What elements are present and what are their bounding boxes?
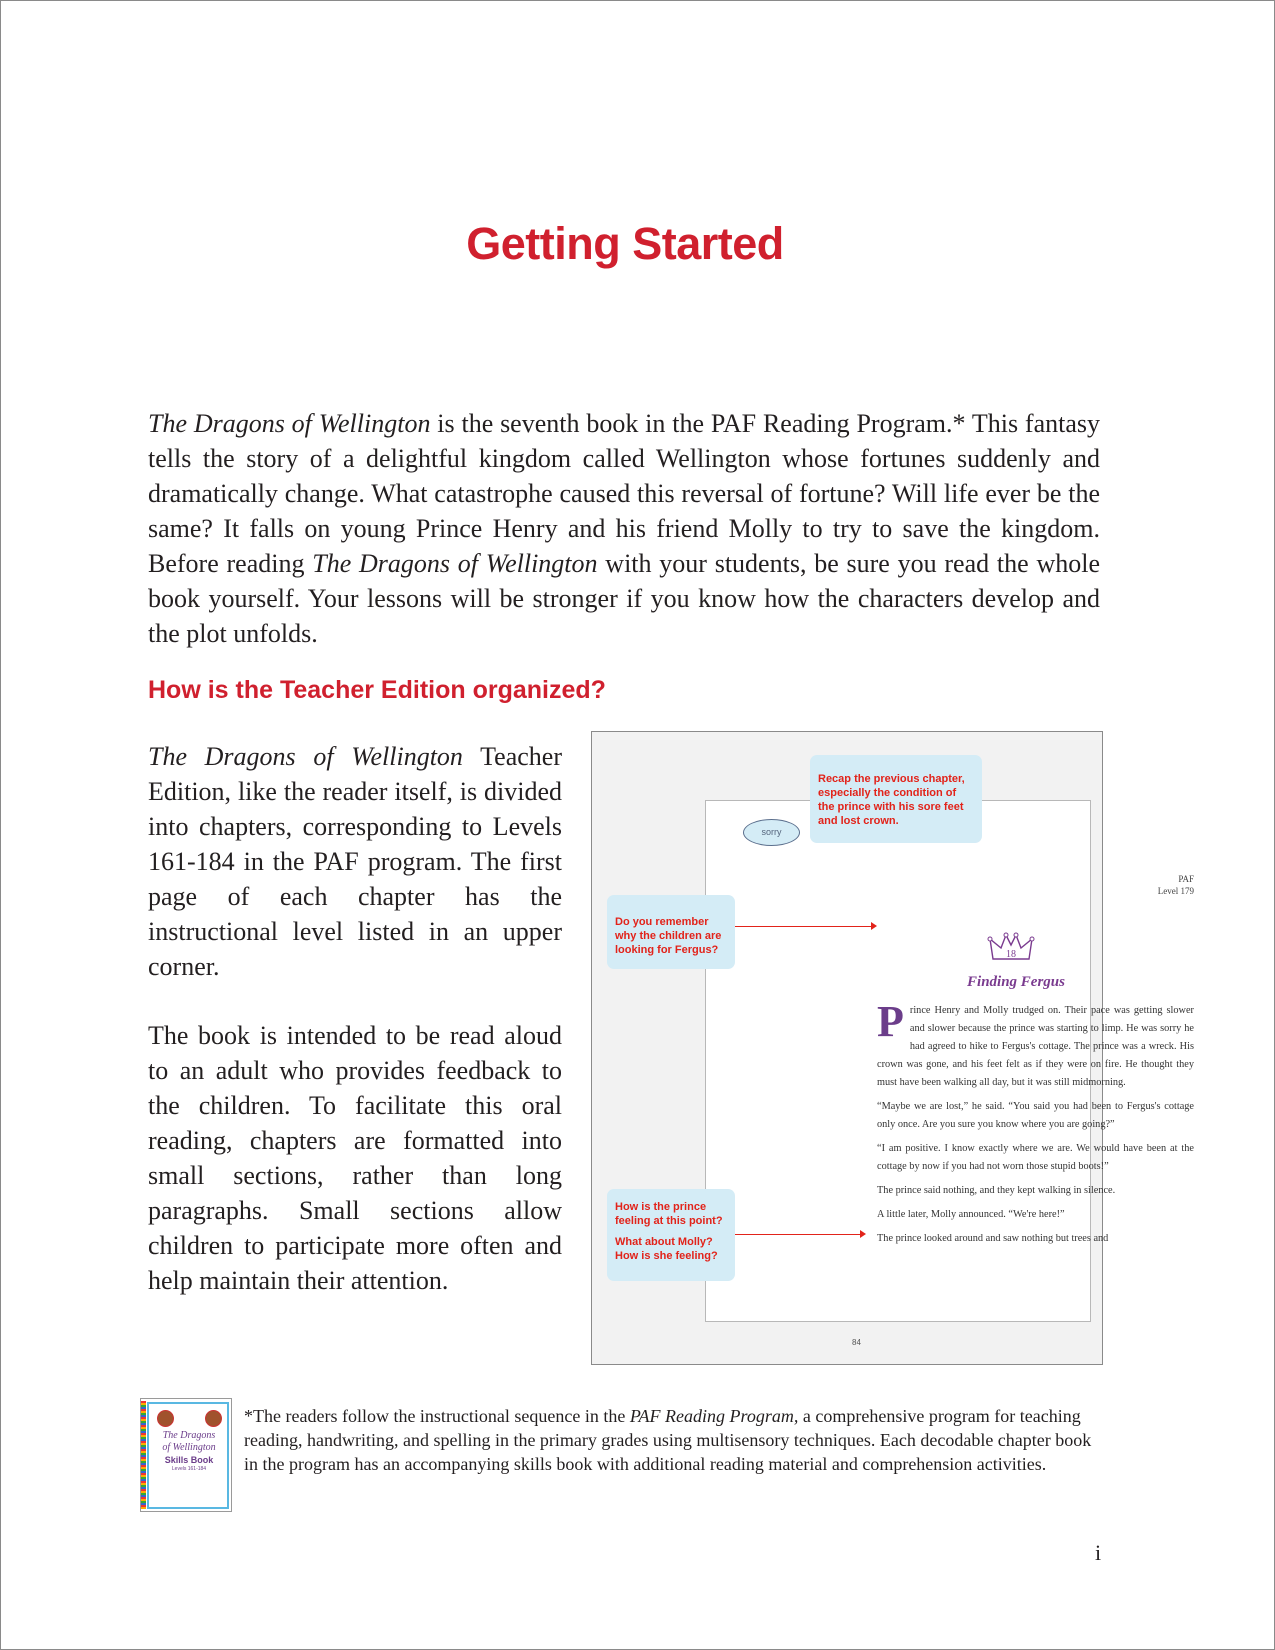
story-paragraph: A little later, Molly announced. “We're here!” [877, 1209, 1065, 1220]
chapter-title: Finding Fergus [967, 974, 1065, 990]
vocabulary-bubble: sorry [743, 819, 800, 846]
sample-page-figure [591, 731, 1194, 1365]
story-text [877, 997, 1194, 1254]
character-portraits [157, 1410, 227, 1430]
callout-feelings [607, 1189, 735, 1281]
skills-book-cover [147, 1402, 229, 1509]
crown-icon [987, 931, 1035, 967]
sample-page-number: 84 [852, 1338, 861, 1347]
drop-cap: P [877, 997, 904, 1046]
footnote-text-2: a comprehensive program for teaching reading, handwriting, and spelling in the primary grades using multisensory techniques. Each decodable chapter book in the program has an accompanying skills book with additional reading material and comprehension activities. [244, 1406, 1092, 1474]
skills-book-thumbnail [140, 1398, 232, 1512]
intro-text-1: is the seventh book in the PAF Reading Program.* This fantasy tells the story of a delightful kingdom called Wellington whose fortunes suddenly and dramatically change. What catastrophe caused this reversal of fortune? Will life ever be the same? It falls on young Prince Henry and his friend Molly to try to save the kingdom. Before reading [148, 409, 1100, 578]
callout-molly-question: What about Molly? How is she feeling? [615, 1236, 718, 1262]
intro-text-2: with your students, be sure you read the whole book yourself. Your lessons will be stronger if you know how the characters develop and the plot unfolds. [148, 549, 1100, 648]
oral-reading-paragraph: The book is intended to be read aloud to an adult who provides feedback to the children. To facilitate this oral reading, chapters are formatted into small sections, rather than long paragraphs. Small sections allow children to participate more often and help maintain their attention. [148, 1021, 562, 1295]
story-paragraph: The prince looked around and saw nothing but trees and [877, 1233, 1109, 1244]
intro-paragraph [148, 406, 1100, 651]
callout-arrow [735, 1234, 862, 1235]
chapter-number: 18 [1006, 949, 1016, 960]
callout-prince-question: How is the prince feeling at this point? [615, 1201, 723, 1227]
book-title: The Dragons of Wellington [148, 742, 463, 771]
story-paragraph: “I am positive. I know exactly where we are. We would have been at the cottage by now if you had not worn those stupid boots!” [877, 1143, 1194, 1172]
paf-label: PAF [1178, 874, 1194, 884]
portrait-icon [157, 1410, 174, 1427]
organization-paragraph [148, 739, 562, 984]
organization-text: Teacher Edition, like the reader itself, is divided into chapters, corresponding to Levels 161-184 in the PAF program. The first page of each chapter has the instructional level listed in an upper corner. [148, 742, 562, 981]
callout-remember: Do you remember why the children are looking for Fergus? [607, 895, 735, 969]
footnote-text-1: *The readers follow the instructional sequence in the [244, 1406, 630, 1426]
footnote [244, 1404, 1102, 1476]
callout-arrow [735, 926, 873, 927]
program-name: PAF Reading Program, [629, 1406, 799, 1426]
book-title: The Dragons of Wellington [148, 409, 431, 438]
portrait-icon [205, 1410, 222, 1427]
story-paragraph [877, 997, 1194, 1092]
story-paragraph-text: rince Henry and Molly trudged on. Their pace was getting slower and slower because the prince was starting to limp. He was sorry he had agreed to hike to Fergus's cottage. The prince was a wreck. His crown was gone, and his feet felt as if they were on fire. He thought they must have been walking all day, but it was still midmorning. [877, 1005, 1194, 1088]
skills-book-levels: Levels 161-184 [171, 1466, 207, 1472]
arrowhead [871, 922, 877, 930]
story-paragraph: “Maybe we are lost,” he said. “You said you had been to Fergus's cottage only once. Are you sure you know where you are going?” [877, 1101, 1194, 1130]
callout-recap: Recap the previous chapter, especially the condition of the prince with his sore feet and lost crown. [810, 755, 982, 843]
level-number: Level 179 [1157, 886, 1194, 896]
page-number: i [1095, 1540, 1102, 1565]
story-paragraph: The prince said nothing, and they kept walking in silence. [877, 1185, 1116, 1196]
spiral-binding [141, 1401, 146, 1509]
book-title: The Dragons of Wellington [312, 549, 598, 578]
section-heading: How is the Teacher Edition organized? [148, 676, 606, 704]
skills-book-title-line1: The Dragons [162, 1430, 216, 1441]
page-title: Getting Started [466, 218, 784, 269]
skills-book-title-line2: of Wellington [162, 1442, 216, 1453]
sample-book-page [705, 800, 1194, 1347]
skills-book-subtitle: Skills Book [164, 1455, 214, 1465]
arrowhead [860, 1230, 866, 1238]
level-label [1146, 873, 1194, 897]
skills-book-title [151, 1430, 227, 1454]
